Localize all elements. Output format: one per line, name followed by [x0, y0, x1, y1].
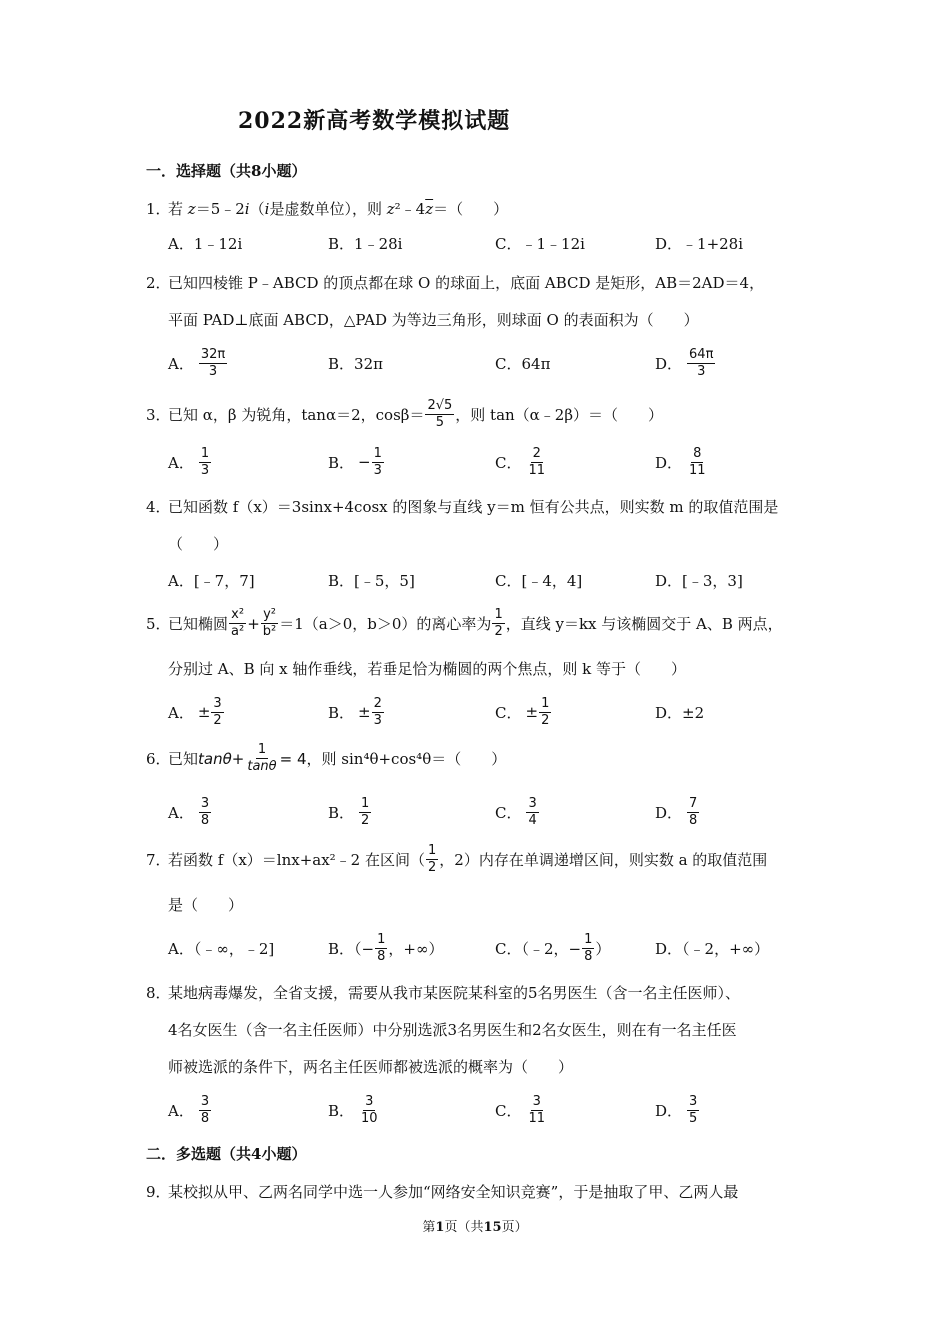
question-7-line-2: 是（ ）	[168, 896, 244, 914]
option-d: D． $\frac{7}{8}$	[655, 795, 698, 828]
question-9: 9．某校拟从甲、乙两名同学中选一人参加“网络安全知识竞赛”，于是抽取了甲、乙两人最	[146, 1183, 739, 1201]
option-a: A．1﹣12i	[168, 234, 243, 253]
option-c: C．（﹣2，− $\frac{1}{8}$ ）	[495, 931, 611, 964]
page-total: 15	[483, 1220, 502, 1235]
question-4-line-2: （ ）	[168, 535, 229, 553]
page-footer: 第1页（共15页）	[422, 1220, 528, 1235]
fraction: $\frac{64\pi}{3}$	[689, 346, 714, 379]
page-number: 1	[435, 1220, 445, 1235]
question-5: 5． 已知椭圆 $\frac{\text{x²}}{\text{a²}}$ + $\frac{\text{y²}}{\text{b²}}$ ＝1（a＞0，b＞0）的离心率为 $\frac{1}{2}$ ，直线 y＝kx 与该椭圆交于 A、B 两点，	[146, 607, 783, 639]
fraction: $\frac{2√5}{5}$	[427, 398, 453, 430]
option-b: B． $\frac{3}{10}$	[328, 1093, 378, 1126]
option-a: A．[﹣7，7]	[168, 571, 255, 590]
question-4-options	[168, 560, 828, 600]
option-d: D．±2	[655, 703, 705, 722]
question-8-line-3: 师被选派的条件下，两名主任医师都被选派的概率为（ ）	[168, 1058, 574, 1076]
option-a: A． $\frac{1}{3}$	[168, 445, 210, 478]
question-2: 2．已知四棱锥 P﹣ABCD 的顶点都在球 O 的球面上，底面 ABCD 是矩形，AB＝2AD＝4，	[146, 274, 765, 292]
option-b: B． ± $\frac{2}{3}$	[328, 695, 382, 728]
option-d: D．[﹣3，3]	[655, 571, 743, 590]
option-d: D． $\frac{64\pi}{3}$	[655, 346, 714, 379]
option-b: B． − $\frac{1}{3}$	[328, 445, 382, 478]
question-2-line-2: 平面 PAD⊥底面 ABCD，△PAD 为等边三角形，则球面 O 的表面积为（ ）	[168, 311, 699, 329]
section-heading-single-choice: 一．选择题（共8小题）	[146, 162, 307, 180]
question-1: 1．若 z＝5﹣2i（i是虚数单位），则 $z^2﹣4\overline{z}=$（ ）	[146, 200, 509, 218]
question-7: 7． 若函数 f（x）＝lnx+ax²﹣2 在区间（ $\frac{1}{2}$ ，2）内存在单调递增区间，则实数 a 的取值范围	[146, 843, 768, 875]
option-b: B．[﹣5，5]	[328, 571, 415, 590]
option-a: A． $\frac{3}{8}$	[168, 1093, 210, 1126]
section-heading-multiple-choice: 二．多选题（共4小题）	[146, 1145, 307, 1163]
option-a: A．（﹣∞，﹣2]	[168, 939, 275, 958]
option-c: C．﹣1﹣12i	[495, 234, 585, 253]
option-c: C． $\frac{3}{11}$	[495, 1093, 546, 1126]
option-d: D． $\frac{3}{5}$	[655, 1093, 698, 1126]
question-4: 4．已知函数 f（x）＝3sinx+4cosx 的图象与直线 y＝m 恒有公共点，则实数 m 的取值范围是	[146, 498, 779, 516]
option-c: C． $\frac{3}{4}$	[495, 795, 537, 828]
fraction: $\frac{32\pi}{3}$	[200, 346, 226, 379]
option-d: D． $\frac{8}{11}$	[655, 445, 706, 478]
question-8: 8．某地病毒爆发，全省支援，需要从我市某医院某科室的5名男医生（含一名主任医师）、	[146, 984, 741, 1002]
option-b: B．（− $\frac{1}{8}$ ，+∞）	[328, 931, 444, 964]
question-8-line-2: 4名女医生（含一名主任医师）中分别选派3名男医生和2名女医生，则在有一名主任医	[168, 1021, 737, 1039]
option-c: C．64π	[495, 354, 551, 373]
option-b: B．32π	[328, 354, 383, 373]
question-5-line-2: 分别过 A、B 向 x 轴作垂线，若垂足恰为椭圆的两个焦点，则 k 等于（ ）	[168, 660, 687, 678]
question-6-options	[168, 792, 828, 832]
question-6: 6． 已知 tanθ + $\frac{1}{\tan\theta}$ = 4 ，则 sin⁴θ+cos⁴θ＝（ ）	[146, 742, 507, 774]
question-8-options	[168, 1090, 828, 1130]
option-b: B． $\frac{1}{2}$	[328, 795, 370, 828]
option-c: C． ± $\frac{1}{2}$	[495, 695, 550, 728]
option-a: A． ± $\frac{3}{2}$	[168, 695, 222, 728]
question-3: 3． 已知 α，β 为锐角，tanα＝2，cosβ＝ $\frac{2√5}{5}$ ，则 tan（α﹣2β）＝（ ）	[146, 398, 664, 430]
option-d: D．﹣1+28i	[655, 234, 744, 253]
question-1-options	[168, 223, 828, 263]
question-2-options	[168, 343, 828, 383]
option-d: D．（﹣2，+∞）	[655, 939, 770, 958]
option-a: A． $\frac{32\pi}{3}$	[168, 346, 226, 379]
question-7-options	[168, 928, 828, 968]
page-title: 2022新高考数学模拟试题	[238, 108, 511, 134]
option-c: C．[﹣4，4]	[495, 571, 583, 590]
question-5-options	[168, 692, 828, 732]
option-c: C． $\frac{2}{11}$	[495, 445, 546, 478]
option-b: B．1﹣28i	[328, 234, 403, 253]
option-a: A． $\frac{3}{8}$	[168, 795, 210, 828]
question-3-options	[168, 442, 828, 482]
